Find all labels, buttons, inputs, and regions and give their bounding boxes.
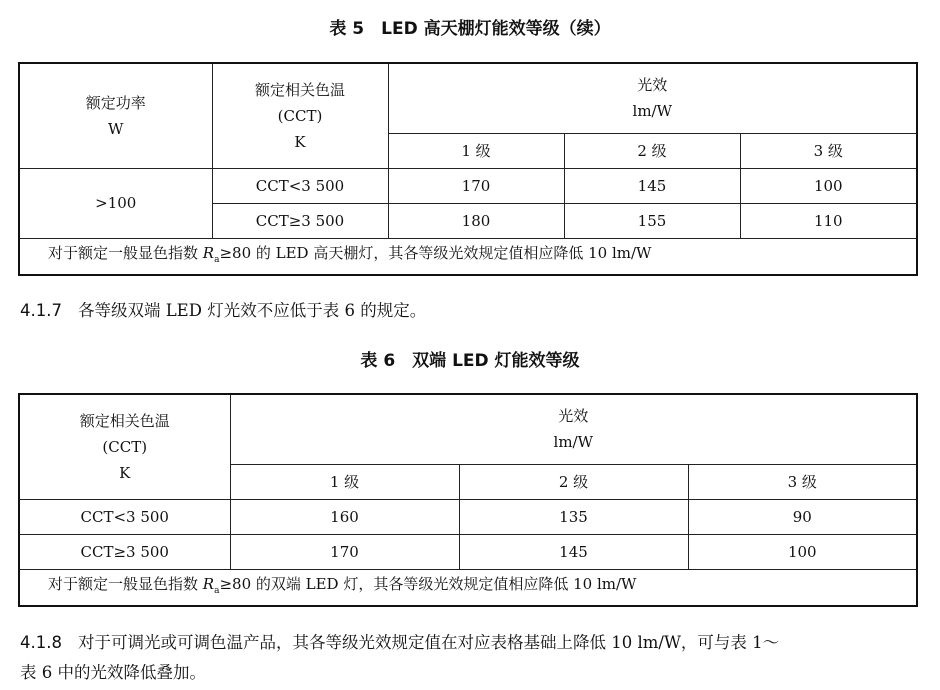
table6-note [19, 569, 917, 606]
table5-note-symbol: R [202, 243, 215, 262]
table5-header-efficacy-unit: lm/W [632, 102, 673, 121]
table6-header-efficacy-label: 光效 [558, 407, 589, 426]
table6-header-efficacy [230, 394, 917, 464]
table5 [18, 62, 918, 276]
table6-note-subscript: a [214, 585, 220, 596]
table5-header-cct-label: 额定相关色温 [254, 80, 345, 99]
table6-row2-grade1: 170 [230, 534, 459, 569]
table6-note-post: ≥80 的双端 LED 灯，其各等级光效规定值相应降低 10 lm/W [219, 574, 637, 593]
table6-note-symbol: R [202, 574, 215, 593]
table5-row1-cct: CCT<3 500 [212, 168, 388, 203]
table5-header-cct-abbr: (CCT) [277, 106, 323, 125]
table5-grade-2: 2 级 [564, 133, 740, 168]
table5-row1-grade3: 100 [740, 168, 917, 203]
table5-caption: 表 5 LED 高天棚灯能效等级（续） [329, 19, 611, 39]
table6-grade-2: 2 级 [459, 464, 688, 499]
table6-header-efficacy-unit: lm/W [553, 433, 594, 452]
clause-4-1-7-number: 4.1.7 [20, 301, 62, 320]
table5-header-power-label: 额定功率 [85, 93, 146, 112]
table5-header-power-unit: W [108, 119, 124, 138]
clause-4-1-8-text-line1: 对于可调光或可调色温产品，其各等级光效规定值在对应表格基础上降低 10 lm/W，可与表 1～ [77, 633, 780, 652]
table6-grade-3: 3 级 [688, 464, 917, 499]
table5-grade-3: 3 级 [740, 133, 917, 168]
table6-header-cct-abbr: (CCT) [102, 437, 148, 456]
table5-header-cct-unit: K [294, 132, 306, 151]
table5-row1-grade1: 170 [388, 168, 564, 203]
clause-4-1-7 [20, 296, 426, 326]
clause-4-1-7-text: 各等级双端 LED 灯光效不应低于表 6 的规定。 [77, 301, 427, 320]
clause-4-1-8-text-line2: 表 6 中的光效降低叠加。 [20, 663, 206, 682]
table5-row2-grade2: 155 [564, 203, 740, 238]
table5-header-efficacy [388, 63, 917, 133]
table6-row2-cct: CCT≥3 500 [19, 534, 230, 569]
table6-row1-grade1: 160 [230, 499, 459, 534]
table5-note-pre: 对于额定一般显色指数 [48, 243, 203, 262]
table5-note [19, 238, 917, 275]
table6-grade-1: 1 级 [230, 464, 459, 499]
table6-row1-cct: CCT<3 500 [19, 499, 230, 534]
table5-row1-grade2: 145 [564, 168, 740, 203]
table5-row2-grade3: 110 [740, 203, 917, 238]
table6-header-cct-label: 额定相关色温 [79, 411, 170, 430]
table5-note-subscript: a [214, 254, 220, 265]
table5-header-cct [212, 63, 388, 168]
table6-row2-grade2: 145 [459, 534, 688, 569]
table6-header-cct-unit: K [119, 463, 131, 482]
table6-caption: 表 6 双端 LED 灯能效等级 [360, 351, 580, 371]
table6-header-cct [19, 394, 230, 499]
clause-4-1-8-number: 4.1.8 [20, 633, 62, 652]
table5-header-power [19, 63, 212, 168]
table6 [18, 393, 918, 607]
table6-note-pre: 对于额定一般显色指数 [48, 574, 203, 593]
clause-4-1-8 [20, 628, 920, 688]
table5-header-efficacy-label: 光效 [637, 76, 668, 95]
table6-row2-grade3: 100 [688, 534, 917, 569]
clause-4-1-8-line1 [20, 628, 920, 658]
table5-power-value: >100 [19, 168, 212, 238]
table5-grade-1: 1 级 [388, 133, 564, 168]
table5-note-post: ≥80 的 LED 高天棚灯，其各等级光效规定值相应降低 10 lm/W [219, 243, 652, 262]
table5-row2-grade1: 180 [388, 203, 564, 238]
table6-row1-grade3: 90 [688, 499, 917, 534]
table5-row2-cct: CCT≥3 500 [212, 203, 388, 238]
table6-row1-grade2: 135 [459, 499, 688, 534]
